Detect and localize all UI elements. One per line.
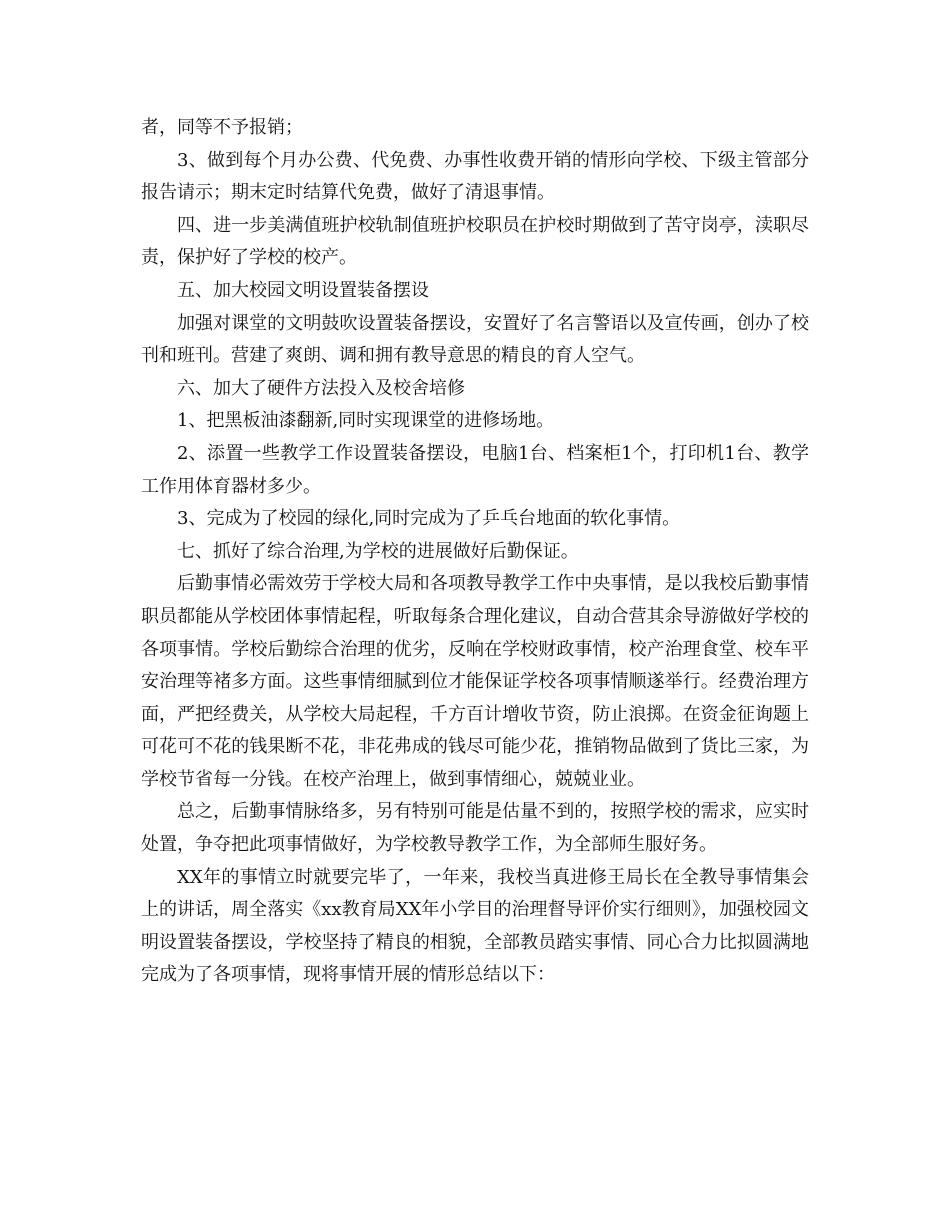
paragraph: 后勤事情必需效劳于学校大局和各项教导教学工作中央事情，是以我校后勤事情职员都能从学校团体事情起程，听取每条合理化建议，自动合营其余导游做好学校的各项事情。学校后勤综合治理的优劣，反响在学校财政事情，校产治理食堂、校车平安治理等褚多方面。这些事情细腻到位才能保证学校各项事情顺遂举行。经费治理方面，严把经费关，从学校大局起程，千方百计增收节资，防止浪掷。在资金征询题上可花可不花的钱果断不花，非花弗成的钱尽可能少花，推销物品做到了货比三家，为学校节省每一分钱。在校产治理上，做到事情细心，兢兢业业。: [141, 573, 809, 790]
section-heading: 七、抓好了综合治理,为学校的进展做好后勤保证。: [177, 540, 579, 562]
document-page: [141, 112, 809, 992]
list-item: 1、把黑板油漆翻新,同时实现课堂的进修场地。: [177, 410, 555, 432]
section-heading: 六、加大了硬件方法投入及校舍培修: [177, 377, 465, 399]
section-heading: 五、加大校园文明设置装备摆设: [177, 279, 429, 301]
list-item: 2、添置一些教学工作设置装备摆设，电脑1台、档案柜1个，打印机1台、教学工作用体育器材多少。: [141, 442, 809, 497]
paragraph: 总之，后勤事情脉络多，另有特别可能是估量不到的，按照学校的需求，应实时处置，争夺把此项事情做好，为学校教导教学工作，为全部师生服好务。: [141, 801, 809, 856]
paragraph: 者，同等不予报销；: [141, 117, 303, 138]
paragraph: 四、进一步美满值班护校轨制值班护校职员在护校时期做到了苦守岗亭，渎职尽责，保护好了学校的校产。: [141, 214, 809, 269]
list-item: 3、完成为了校园的绿化,同时完成为了乒乓台地面的软化事情。: [177, 508, 681, 530]
paragraph: 3、做到每个月办公费、代免费、办事性收费开销的情形向学校、下级主管部分报告请示；期末定时结算代免费，做好了清退事情。: [141, 149, 809, 204]
paragraph: XX年的事情立时就要完毕了，一年来，我校当真进修王局长在全教导事情集会上的讲话，周全落实《xx教育局XX年小学目的治理督导评价实行细则》，加强校园文明设置装备摆设，学校坚持了精良的相貌，全部教员踏实事情、同心合力比拟圆满地完成为了各项事情，现将事情开展的情形总结以下：: [141, 866, 809, 986]
paragraph: 加强对课堂的文明鼓吹设置装备摆设，安置好了名言警语以及宣传画，创办了校刊和班刊。营建了爽朗、调和拥有教导意思的精良的育人空气。: [141, 312, 809, 367]
